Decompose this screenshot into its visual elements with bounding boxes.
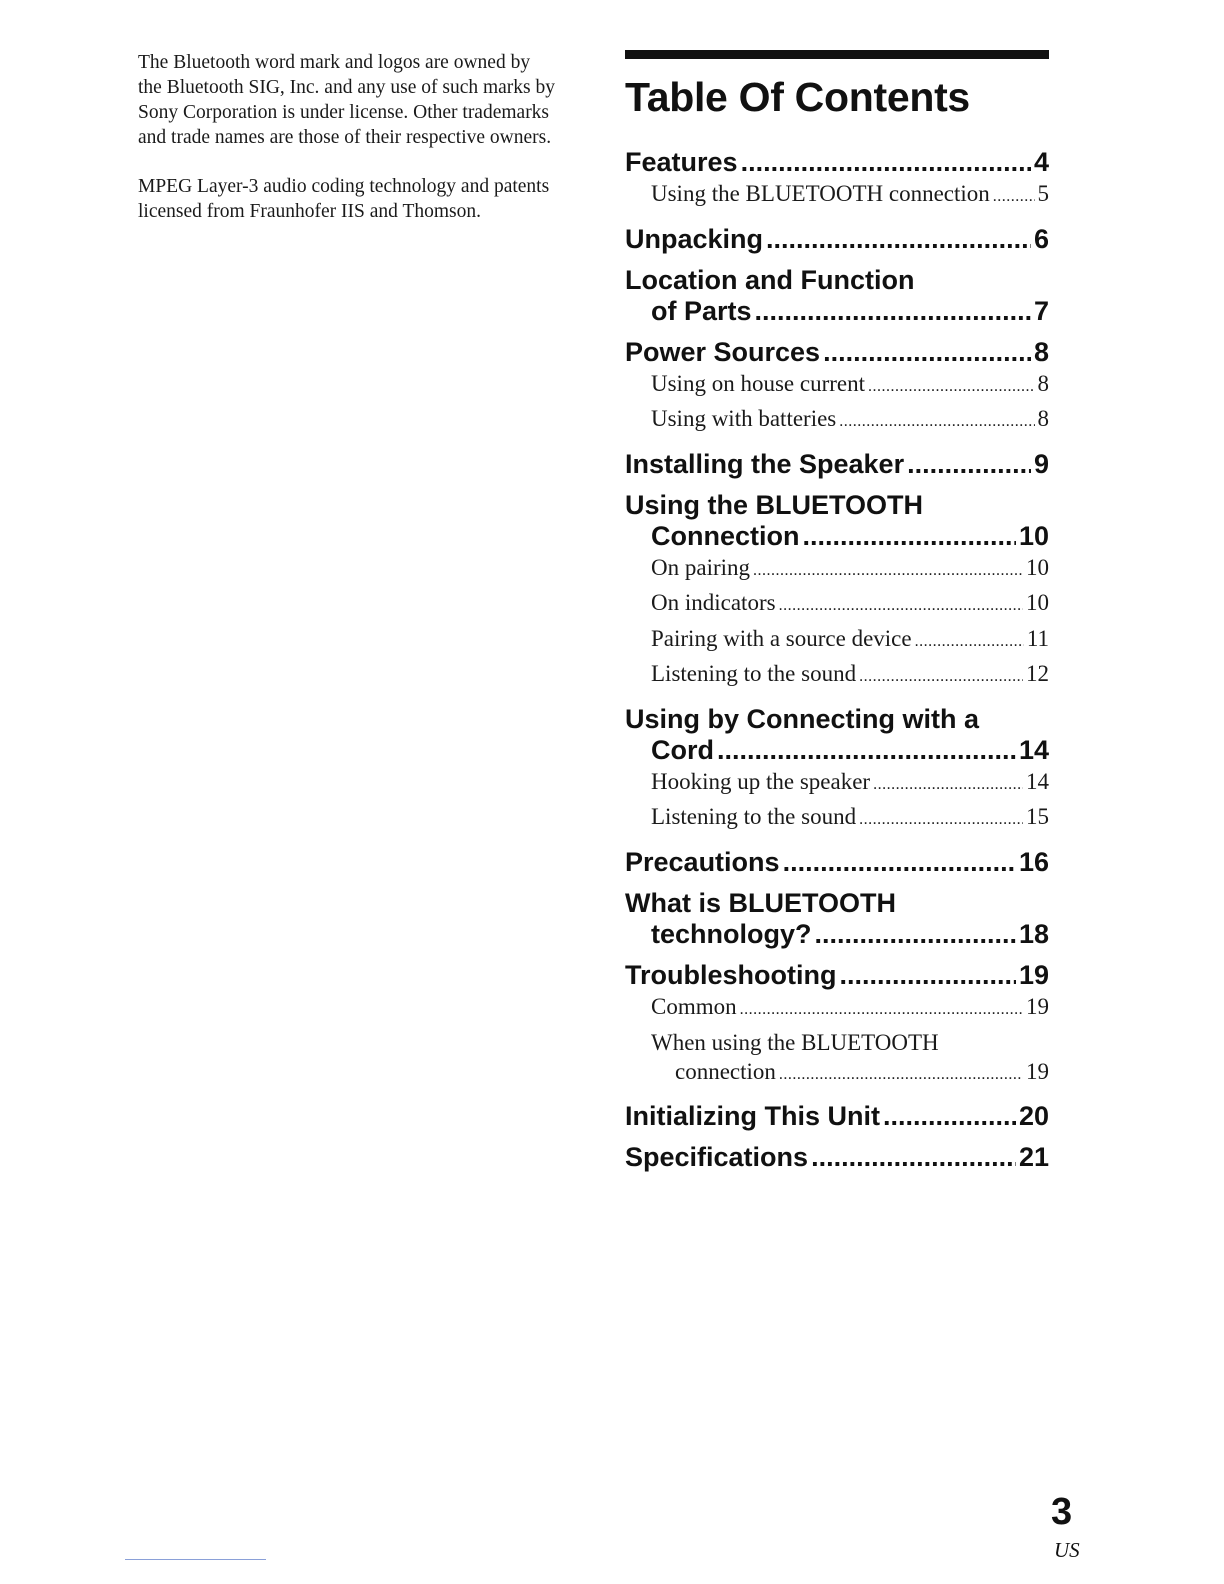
toc-title: Table Of Contents: [625, 74, 970, 120]
page-ref: 10: [1026, 554, 1049, 580]
toc-entry-specifications[interactable]: Specifications ..... 21: [625, 1142, 1049, 1173]
toc-entry-cord[interactable]: Using by Connecting with a Cord ..... 14: [625, 704, 1049, 766]
table-of-contents: [621, 50, 1049, 1173]
toc-list: [621, 147, 1049, 1173]
page-number: 3: [1051, 1491, 1073, 1533]
notices-column: [138, 50, 558, 248]
title-rule: [625, 50, 1049, 59]
page-ref: 14: [1026, 768, 1049, 794]
page-ref: 10: [1026, 590, 1049, 615]
toc-subentry-common[interactable]: Common ..... 19: [621, 991, 1049, 1027]
toc-subentry-pairing-source[interactable]: Pairing with a source device ..... 11: [621, 623, 1049, 659]
toc-subentry-cord-listening[interactable]: Listening to the sound ..... 15: [621, 801, 1049, 837]
toc-entry-location[interactable]: Location and Function of Parts ..... 7: [625, 265, 1049, 327]
page-ref: 20: [1018, 1101, 1049, 1131]
page-ref: 8: [1037, 370, 1049, 396]
region-code: US: [1054, 1538, 1080, 1562]
toc-entry-bluetooth-connection[interactable]: Using the BLUETOOTH Connection ..... 10: [625, 490, 1049, 552]
footer-rule: [125, 1559, 266, 1560]
toc-subentry-features-bluetooth[interactable]: Using the BLUETOOTH connection ..... 5: [621, 178, 1049, 214]
toc-subentry-ts-bluetooth[interactable]: When using the BLUETOOTH connection ..... 19: [621, 1026, 1049, 1091]
page-ref: 15: [1026, 804, 1049, 829]
toc-subentry-bt-listening[interactable]: Listening to the sound ..... 12: [621, 658, 1049, 694]
toc-subentry-hooking-up[interactable]: Hooking up the speaker ..... 14: [621, 766, 1049, 802]
page-ref: 5: [1037, 181, 1049, 206]
page-ref: 6: [1033, 223, 1049, 254]
page-ref: 8: [1037, 406, 1049, 431]
toc-entry-initializing[interactable]: Initializing This Unit ..... 20: [625, 1101, 1049, 1132]
toc-entry-unpacking[interactable]: Unpacking ..... 6: [625, 224, 1049, 255]
page-ref: 8: [1033, 336, 1049, 367]
toc-entry-troubleshooting[interactable]: Troubleshooting ..... 19: [625, 960, 1049, 991]
toc-entry-power-sources[interactable]: Power Sources ..... 8: [625, 337, 1049, 368]
page-ref: 10: [1018, 520, 1049, 551]
page-ref: 19: [1018, 959, 1049, 990]
toc-subentry-house-current[interactable]: Using on house current ..... 8: [621, 368, 1049, 404]
page-ref: 12: [1026, 661, 1049, 686]
page-ref: 16: [1018, 846, 1049, 877]
toc-entry-installing[interactable]: Installing the Speaker ..... 9: [625, 449, 1049, 480]
toc-subentry-on-indicators[interactable]: On indicators ..... 10: [621, 587, 1049, 623]
toc-entry-features[interactable]: Features ..... 4: [625, 147, 1049, 178]
page-ref: 21: [1018, 1142, 1049, 1172]
page-ref: 18: [1018, 918, 1049, 949]
toc-subentry-on-pairing[interactable]: On pairing ..... 10: [621, 552, 1049, 588]
page-ref: 7: [1033, 295, 1049, 326]
page-ref: 19: [1026, 1059, 1049, 1084]
page-ref: 4: [1033, 147, 1049, 177]
page-ref: 11: [1026, 625, 1049, 651]
page-ref: 19: [1026, 993, 1049, 1019]
toc-subentry-batteries[interactable]: Using with batteries ..... 8: [621, 403, 1049, 439]
toc-entry-precautions[interactable]: Precautions ..... 16: [625, 847, 1049, 878]
trademark-notice: The Bluetooth word mark and logos are owned by the Bluetooth SIG, Inc. and any use of such marks by Sony Corporation is under license. Other trademarks and trade names are those of their respective owners.: [138, 52, 556, 148]
mpeg-license-notice: MPEG Layer-3 audio coding technology and patents licensed from Fraunhofer IIS and Thomson.: [138, 176, 550, 222]
page-ref: 14: [1018, 734, 1049, 765]
toc-entry-what-is-bluetooth[interactable]: What is BLUETOOTH technology? ..... 18: [625, 888, 1049, 950]
page-ref: 9: [1033, 448, 1049, 479]
